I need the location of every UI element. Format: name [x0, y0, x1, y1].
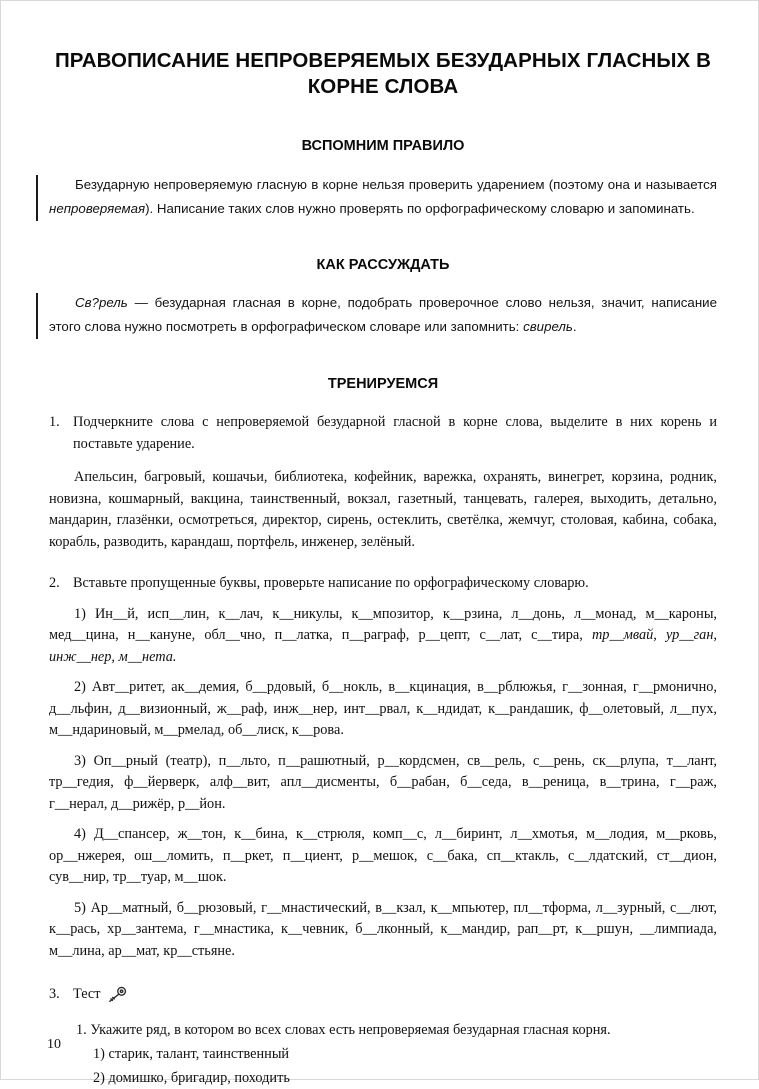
rule-text-part2: ). Написание таких слов нужно проверять по орфографическому словарю и запоминать. [145, 200, 695, 216]
test-question-number: 1. [76, 1021, 87, 1038]
exercise-2 [49, 573, 717, 595]
reasoning-example-word: Св?рель [75, 295, 128, 310]
reasoning-answer-suffix: рель [544, 318, 573, 334]
exercise-2-item-5 [49, 898, 717, 963]
reasoning-callout [36, 291, 717, 338]
reasoning-answer-prefix: св [523, 318, 537, 334]
section-heading-reasoning: КАК РАССУЖДАТЬ [316, 257, 450, 273]
page-content [49, 1, 717, 1089]
exercise-2-item-2 [49, 677, 717, 742]
exercise-1-word-list: Апельсин, багровый, кошачьи, библиотека, кофейник, варежка, охранять, винегрет, корзина, родник, новизна, кошмарный, вакцина, таинственный, вокзал, газетный, танцевать, галерея, выходить, детально, мандарин, глазёнки, осмотреться, директор, сирень, остеклить, светёлка, жемчуг, столовая, кабина, собака, корабль, разводить, карандаш, портфель, инженер, зелёный. [49, 469, 717, 550]
exercise-3-number: 3. [49, 986, 60, 1002]
reasoning-accent-bar [36, 293, 38, 339]
exercise-1-number: 1. [49, 414, 60, 430]
exercise-1-instruction: Подчеркните слова с непроверяемой безударной гласной в корне слова, выделите в них корень и поставьте ударение. [73, 414, 717, 452]
item-text-1: Ин__й, исп__лин, к__лач, к__никулы, к__мпозитор, к__рзина, л__донь, л__монад, м__кароны, мед__цина, н__кануне, обл__чно, п__латка, п__раграф, р__цепт, с__лат, с__тира, [49, 605, 717, 643]
test-option-1[interactable]: 1) старик, талант, таинственный [93, 1045, 290, 1062]
test-option-2[interactable]: 2) домишко, бригадир, походить [93, 1069, 290, 1086]
rule-text-part1: Безударную непроверяемую гласную в корне нельзя проверить ударением (поэтому она и называется [75, 177, 717, 192]
item-text-5: Ар__матный, б__рюзовый, г__мнастический, в__кзал, к__мпьютер, пл__тформа, л__зурный, с__лют, к__рась, хр__зантема, г__мнастика, к__чевник, б__лконный, к__мандир, рап__рт, к__ршун, __лимпиада, м__лина, ар__мат, кр__стьяне. [49, 899, 718, 959]
section-heading-training: ТРЕНИРУЕМСЯ [327, 376, 439, 392]
item-text-2: Авт__ритет, ак__демия, б__рдовый, б__нокль, в__кцинация, в__рблюжья, г__зонная, г__рмонично, д__льфин, д__визионный, ж__раф, инж__нер, инт__рвал, к__ндидат, к__рандашик, ф__олетовый, л__пух, м__ндариновый, м__рмелад, об__лиск, к__рова. [49, 679, 717, 738]
item-marker-5: 5) [74, 899, 86, 916]
rule-callout [36, 173, 717, 220]
item-marker-2: 2) [74, 679, 86, 695]
item-marker-4: 4) [74, 826, 86, 842]
test-question [76, 1020, 717, 1041]
rule-text [49, 173, 717, 220]
item-text-3: Оп__рный (театр), п__льто, п__рашютный, р__кордсмен, св__рель, с__рень, ск__рлупа, т__лант, тр__гедия, ф__йерверк, алф__вит, апл__дисменты, б__рабан, б__седа, в__реница, в__трина, г__раж, г__нерал, д__рижёр, р__йон. [49, 752, 717, 812]
exercise-3 [49, 984, 717, 1006]
reasoning-answer-letter: и [536, 318, 545, 334]
reasoning-answer-period: . [572, 318, 577, 334]
test-question-text: Укажите ряд, в котором во всех словах есть непроверяемая безударная гласная корня. [90, 1021, 611, 1038]
page-number: 10 [47, 1037, 61, 1052]
item-text-4: Д__спансер, ж__тон, к__бина, к__стрюля, комп__с, л__биринт, л__хмотья, м__лодия, м__рковь, ор__нжерея, ош__ломить, п__ркет, п__циент, р__мешок, с__бака, сп__ктакль, с__лдатский, ст__дион, сув__нир, тр__туар, м__шок. [49, 826, 717, 885]
exercise-3-label: Тест [73, 986, 101, 1002]
exercise-2-item-3 [49, 751, 717, 816]
section-heading-rule: ВСПОМНИМ ПРАВИЛО [301, 138, 465, 154]
rule-accent-bar [36, 175, 38, 221]
exercise-1 [49, 412, 717, 455]
exercise-2-item-4 [49, 824, 717, 889]
reasoning-body: — безударная гласная в корне, подобрать проверочное слово нельзя, значит, написание этого слова нужно посмотреть в орфографическом словаре или запомнить: [49, 295, 717, 334]
exercise-2-instruction: Вставьте пропущенные буквы, проверьте написание по орфографическому словарю. [73, 575, 589, 591]
item-marker-1: 1) [74, 605, 86, 622]
item-marker-3: 3) [74, 752, 86, 769]
reasoning-text [49, 291, 717, 338]
rule-italic-term: непроверяемая [49, 200, 146, 216]
item-italic-1: тр__мвай, ур__ган, инж__нер, м__нета. [49, 627, 717, 665]
key-icon [106, 986, 128, 1003]
page-title: ПРАВОПИСАНИЕ НЕПРОВЕРЯЕМЫХ БЕЗУДАРНЫХ ГЛАСНЫХ В КОРНЕ СЛОВА [54, 49, 712, 98]
exercise-2-number: 2. [49, 575, 60, 591]
exercise-2-item-1 [49, 604, 717, 669]
